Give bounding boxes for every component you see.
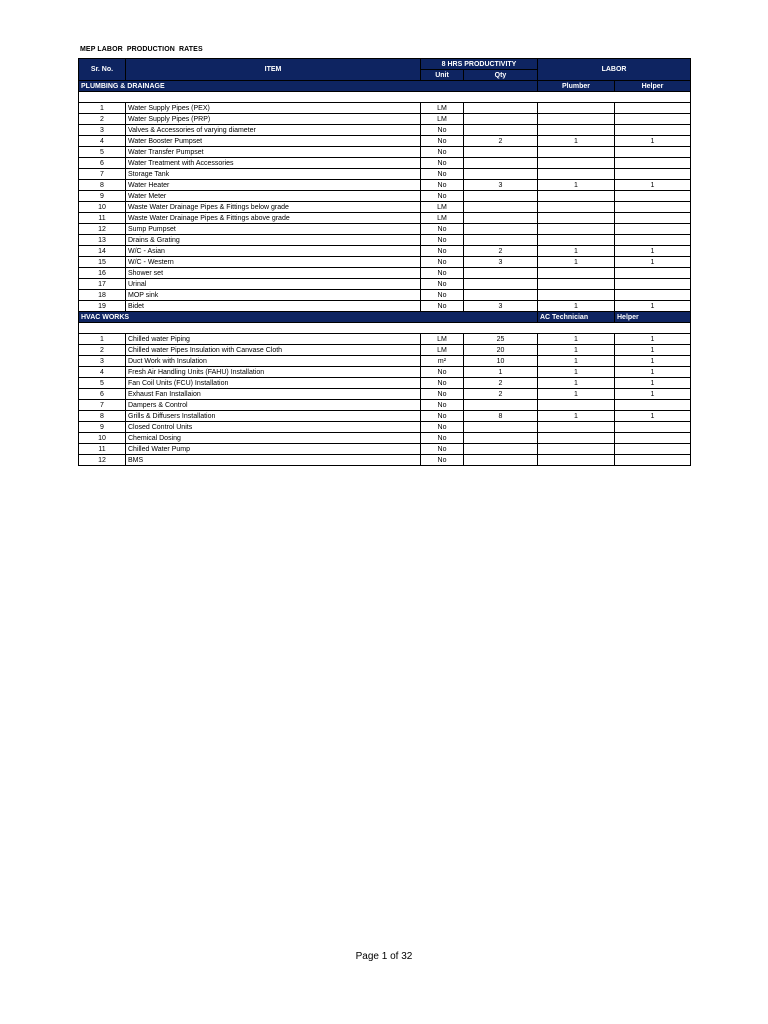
row-unit: No: [421, 180, 464, 191]
table-row: [79, 367, 691, 378]
row-labor2: 1: [615, 356, 691, 367]
row-qty: 20: [464, 345, 538, 356]
section-spacer: [79, 92, 691, 103]
row-item: Water Transfer Pumpset: [126, 147, 421, 158]
row-sr-no: 6: [79, 158, 126, 169]
row-unit: LM: [421, 213, 464, 224]
row-labor1: 1: [538, 257, 615, 268]
row-sr-no: 6: [79, 389, 126, 400]
row-qty: 10: [464, 356, 538, 367]
row-unit: No: [421, 136, 464, 147]
row-sr-no: 8: [79, 411, 126, 422]
row-qty: 2: [464, 136, 538, 147]
table-row: [79, 103, 691, 114]
row-labor2: [615, 158, 691, 169]
row-labor2: [615, 422, 691, 433]
row-sr-no: 2: [79, 114, 126, 125]
row-unit: No: [421, 125, 464, 136]
table-row: [79, 334, 691, 345]
row-labor2: [615, 268, 691, 279]
row-labor2: 1: [615, 411, 691, 422]
table-row: [79, 378, 691, 389]
row-labor1: [538, 202, 615, 213]
row-labor1: 1: [538, 378, 615, 389]
table-row: [79, 400, 691, 411]
row-item: Dampers & Control: [126, 400, 421, 411]
table-row: [79, 411, 691, 422]
row-sr-no: 4: [79, 367, 126, 378]
row-qty: [464, 400, 538, 411]
row-labor2: [615, 125, 691, 136]
row-qty: 2: [464, 246, 538, 257]
row-sr-no: 18: [79, 290, 126, 301]
row-sr-no: 7: [79, 169, 126, 180]
row-unit: m²: [421, 356, 464, 367]
row-labor2: [615, 400, 691, 411]
row-qty: [464, 125, 538, 136]
row-item: Urinal: [126, 279, 421, 290]
row-item: Waste Water Drainage Pipes & Fittings below grade: [126, 202, 421, 213]
row-unit: No: [421, 158, 464, 169]
row-item: Sump Pumpset: [126, 224, 421, 235]
row-labor1: 1: [538, 301, 615, 312]
row-sr-no: 16: [79, 268, 126, 279]
row-item: BMS: [126, 455, 421, 466]
row-labor1: [538, 169, 615, 180]
row-labor1: 1: [538, 356, 615, 367]
row-unit: No: [421, 224, 464, 235]
row-labor2: [615, 235, 691, 246]
row-sr-no: 9: [79, 191, 126, 202]
row-labor2: 1: [615, 378, 691, 389]
row-unit: LM: [421, 103, 464, 114]
row-qty: [464, 114, 538, 125]
row-item: Exhaust Fan Installaion: [126, 389, 421, 400]
table-row: [79, 444, 691, 455]
row-item: Duct Work with Insulation: [126, 356, 421, 367]
row-sr-no: 15: [79, 257, 126, 268]
row-labor2: 1: [615, 389, 691, 400]
row-labor2: 1: [615, 345, 691, 356]
row-item: Chemical Dosing: [126, 433, 421, 444]
col-header-item: ITEM: [126, 59, 421, 81]
table-row: [79, 301, 691, 312]
row-item: Valves & Accessories of varying diameter: [126, 125, 421, 136]
row-labor2: [615, 213, 691, 224]
table-row: [79, 433, 691, 444]
row-labor2: [615, 191, 691, 202]
document-title: MEP LABOR PRODUCTION RATES: [80, 46, 203, 53]
row-sr-no: 5: [79, 147, 126, 158]
row-unit: No: [421, 257, 464, 268]
row-sr-no: 5: [79, 378, 126, 389]
row-labor1: [538, 147, 615, 158]
row-item: MOP sink: [126, 290, 421, 301]
row-sr-no: 10: [79, 433, 126, 444]
plumbing-labor1-header: Plumber: [538, 81, 615, 92]
row-qty: 2: [464, 389, 538, 400]
row-sr-no: 4: [79, 136, 126, 147]
row-labor2: 1: [615, 367, 691, 378]
row-unit: No: [421, 246, 464, 257]
row-qty: 8: [464, 411, 538, 422]
row-qty: [464, 147, 538, 158]
col-header-unit: Unit: [421, 70, 464, 81]
plumbing-section-header: [79, 81, 691, 92]
row-qty: [464, 268, 538, 279]
table-row: [79, 345, 691, 356]
plumbing-section-title: PLUMBING & DRAINAGE: [79, 81, 538, 92]
row-item: Chilled water Pipes Insulation with Canvase Cloth: [126, 345, 421, 356]
row-item: Storage Tank: [126, 169, 421, 180]
table-row: [79, 191, 691, 202]
row-labor2: 1: [615, 257, 691, 268]
row-labor2: [615, 147, 691, 158]
table-row: [79, 422, 691, 433]
row-sr-no: 19: [79, 301, 126, 312]
row-labor2: [615, 202, 691, 213]
row-labor1: 1: [538, 180, 615, 191]
row-item: Water Heater: [126, 180, 421, 191]
row-labor1: 1: [538, 246, 615, 257]
row-unit: No: [421, 367, 464, 378]
labor-rates-table: [78, 58, 691, 466]
row-labor1: [538, 433, 615, 444]
row-item: Fan Coil Units (FCU) Installation: [126, 378, 421, 389]
row-qty: [464, 290, 538, 301]
row-labor1: [538, 268, 615, 279]
table-row: [79, 180, 691, 191]
row-qty: [464, 444, 538, 455]
row-sr-no: 3: [79, 125, 126, 136]
row-unit: No: [421, 455, 464, 466]
row-sr-no: 11: [79, 444, 126, 455]
row-qty: [464, 202, 538, 213]
row-qty: [464, 191, 538, 202]
table-row: [79, 114, 691, 125]
row-labor2: 1: [615, 180, 691, 191]
row-labor1: [538, 224, 615, 235]
table-row: [79, 202, 691, 213]
hvac-section: [79, 312, 691, 466]
row-unit: LM: [421, 334, 464, 345]
row-qty: 3: [464, 257, 538, 268]
row-labor2: [615, 279, 691, 290]
row-qty: 2: [464, 378, 538, 389]
row-sr-no: 9: [79, 422, 126, 433]
row-labor2: [615, 169, 691, 180]
table-row: [79, 224, 691, 235]
row-labor1: [538, 158, 615, 169]
row-qty: 1: [464, 367, 538, 378]
row-qty: [464, 422, 538, 433]
table-row: [79, 290, 691, 301]
row-labor1: [538, 191, 615, 202]
row-labor1: [538, 235, 615, 246]
row-qty: [464, 224, 538, 235]
row-qty: 3: [464, 301, 538, 312]
row-labor2: 1: [615, 334, 691, 345]
row-unit: No: [421, 301, 464, 312]
row-qty: 3: [464, 180, 538, 191]
row-unit: No: [421, 433, 464, 444]
row-labor2: [615, 114, 691, 125]
row-labor2: [615, 103, 691, 114]
col-header-productivity: 8 HRS PRODUCTIVITY: [421, 59, 538, 70]
row-sr-no: 7: [79, 400, 126, 411]
row-sr-no: 8: [79, 180, 126, 191]
row-qty: [464, 169, 538, 180]
hvac-section-title: HVAC WORKS: [79, 312, 538, 323]
row-item: W/C - Western: [126, 257, 421, 268]
row-unit: LM: [421, 202, 464, 213]
row-unit: No: [421, 400, 464, 411]
row-sr-no: 13: [79, 235, 126, 246]
row-qty: [464, 103, 538, 114]
row-item: Grills & Diffusers Installation: [126, 411, 421, 422]
page-number: Page 1 of 32: [355, 951, 413, 962]
table-row: [79, 356, 691, 367]
row-item: Fresh Air Handling Units (FAHU) Installation: [126, 367, 421, 378]
col-header-sr-no: Sr. No.: [79, 59, 126, 81]
row-sr-no: 1: [79, 103, 126, 114]
row-labor1: [538, 400, 615, 411]
plumbing-section: [79, 81, 691, 312]
row-sr-no: 12: [79, 455, 126, 466]
row-sr-no: 10: [79, 202, 126, 213]
row-labor2: [615, 224, 691, 235]
row-item: Water Supply Pipes (PEX): [126, 103, 421, 114]
row-qty: [464, 213, 538, 224]
row-sr-no: 12: [79, 224, 126, 235]
table-row: [79, 169, 691, 180]
row-qty: 25: [464, 334, 538, 345]
row-labor1: 1: [538, 136, 615, 147]
row-labor2: [615, 433, 691, 444]
row-item: Chilled water Piping: [126, 334, 421, 345]
row-unit: No: [421, 378, 464, 389]
row-labor2: [615, 444, 691, 455]
row-item: Water Treatment with Accessories: [126, 158, 421, 169]
plumbing-labor2-header: Helper: [615, 81, 691, 92]
row-unit: No: [421, 389, 464, 400]
row-unit: No: [421, 444, 464, 455]
row-labor2: [615, 455, 691, 466]
row-qty: [464, 158, 538, 169]
table-row: [79, 389, 691, 400]
row-qty: [464, 455, 538, 466]
row-item: Closed Control Units: [126, 422, 421, 433]
row-unit: LM: [421, 345, 464, 356]
table-row: [79, 455, 691, 466]
row-sr-no: 14: [79, 246, 126, 257]
table-row: [79, 158, 691, 169]
row-labor1: 1: [538, 345, 615, 356]
row-labor1: [538, 279, 615, 290]
table-row: [79, 246, 691, 257]
col-header-qty: Qty: [464, 70, 538, 81]
row-sr-no: 17: [79, 279, 126, 290]
row-unit: LM: [421, 114, 464, 125]
row-item: Water Meter: [126, 191, 421, 202]
table-row: [79, 235, 691, 246]
row-item: Water Supply Pipes (PRP): [126, 114, 421, 125]
row-labor1: [538, 444, 615, 455]
row-labor1: 1: [538, 367, 615, 378]
row-item: Drains & Grating: [126, 235, 421, 246]
table-row: [79, 213, 691, 224]
table-row: [79, 268, 691, 279]
row-qty: [464, 279, 538, 290]
row-labor2: 1: [615, 301, 691, 312]
row-unit: No: [421, 147, 464, 158]
row-qty: [464, 433, 538, 444]
row-item: Chilled Water Pump: [126, 444, 421, 455]
row-qty: [464, 235, 538, 246]
row-labor1: [538, 213, 615, 224]
hvac-labor2-header: Helper: [615, 312, 691, 323]
row-unit: No: [421, 235, 464, 246]
table-row: [79, 279, 691, 290]
col-header-labor: LABOR: [538, 59, 691, 81]
row-sr-no: 11: [79, 213, 126, 224]
row-unit: No: [421, 191, 464, 202]
row-unit: No: [421, 268, 464, 279]
row-sr-no: 1: [79, 334, 126, 345]
row-labor2: 1: [615, 246, 691, 257]
hvac-labor1-header: AC Technician: [538, 312, 615, 323]
row-item: Bidet: [126, 301, 421, 312]
row-unit: No: [421, 411, 464, 422]
row-labor1: 1: [538, 334, 615, 345]
row-labor1: [538, 103, 615, 114]
row-labor1: [538, 422, 615, 433]
section-spacer: [79, 323, 691, 334]
row-labor1: [538, 290, 615, 301]
row-item: Waste Water Drainage Pipes & Fittings above grade: [126, 213, 421, 224]
row-unit: No: [421, 422, 464, 433]
row-labor1: [538, 455, 615, 466]
row-unit: No: [421, 279, 464, 290]
header-row-top: [79, 59, 691, 70]
table-row: [79, 125, 691, 136]
table-row: [79, 147, 691, 158]
row-unit: No: [421, 169, 464, 180]
row-sr-no: 2: [79, 345, 126, 356]
row-item: W/C - Asian: [126, 246, 421, 257]
row-labor1: 1: [538, 411, 615, 422]
hvac-section-header: [79, 312, 691, 323]
row-sr-no: 3: [79, 356, 126, 367]
row-labor1: [538, 114, 615, 125]
row-labor1: [538, 125, 615, 136]
row-labor1: 1: [538, 389, 615, 400]
row-item: Shower set: [126, 268, 421, 279]
row-labor2: [615, 290, 691, 301]
row-item: Water Booster Pumpset: [126, 136, 421, 147]
table-row: [79, 257, 691, 268]
table-row: [79, 136, 691, 147]
row-labor2: 1: [615, 136, 691, 147]
row-unit: No: [421, 290, 464, 301]
